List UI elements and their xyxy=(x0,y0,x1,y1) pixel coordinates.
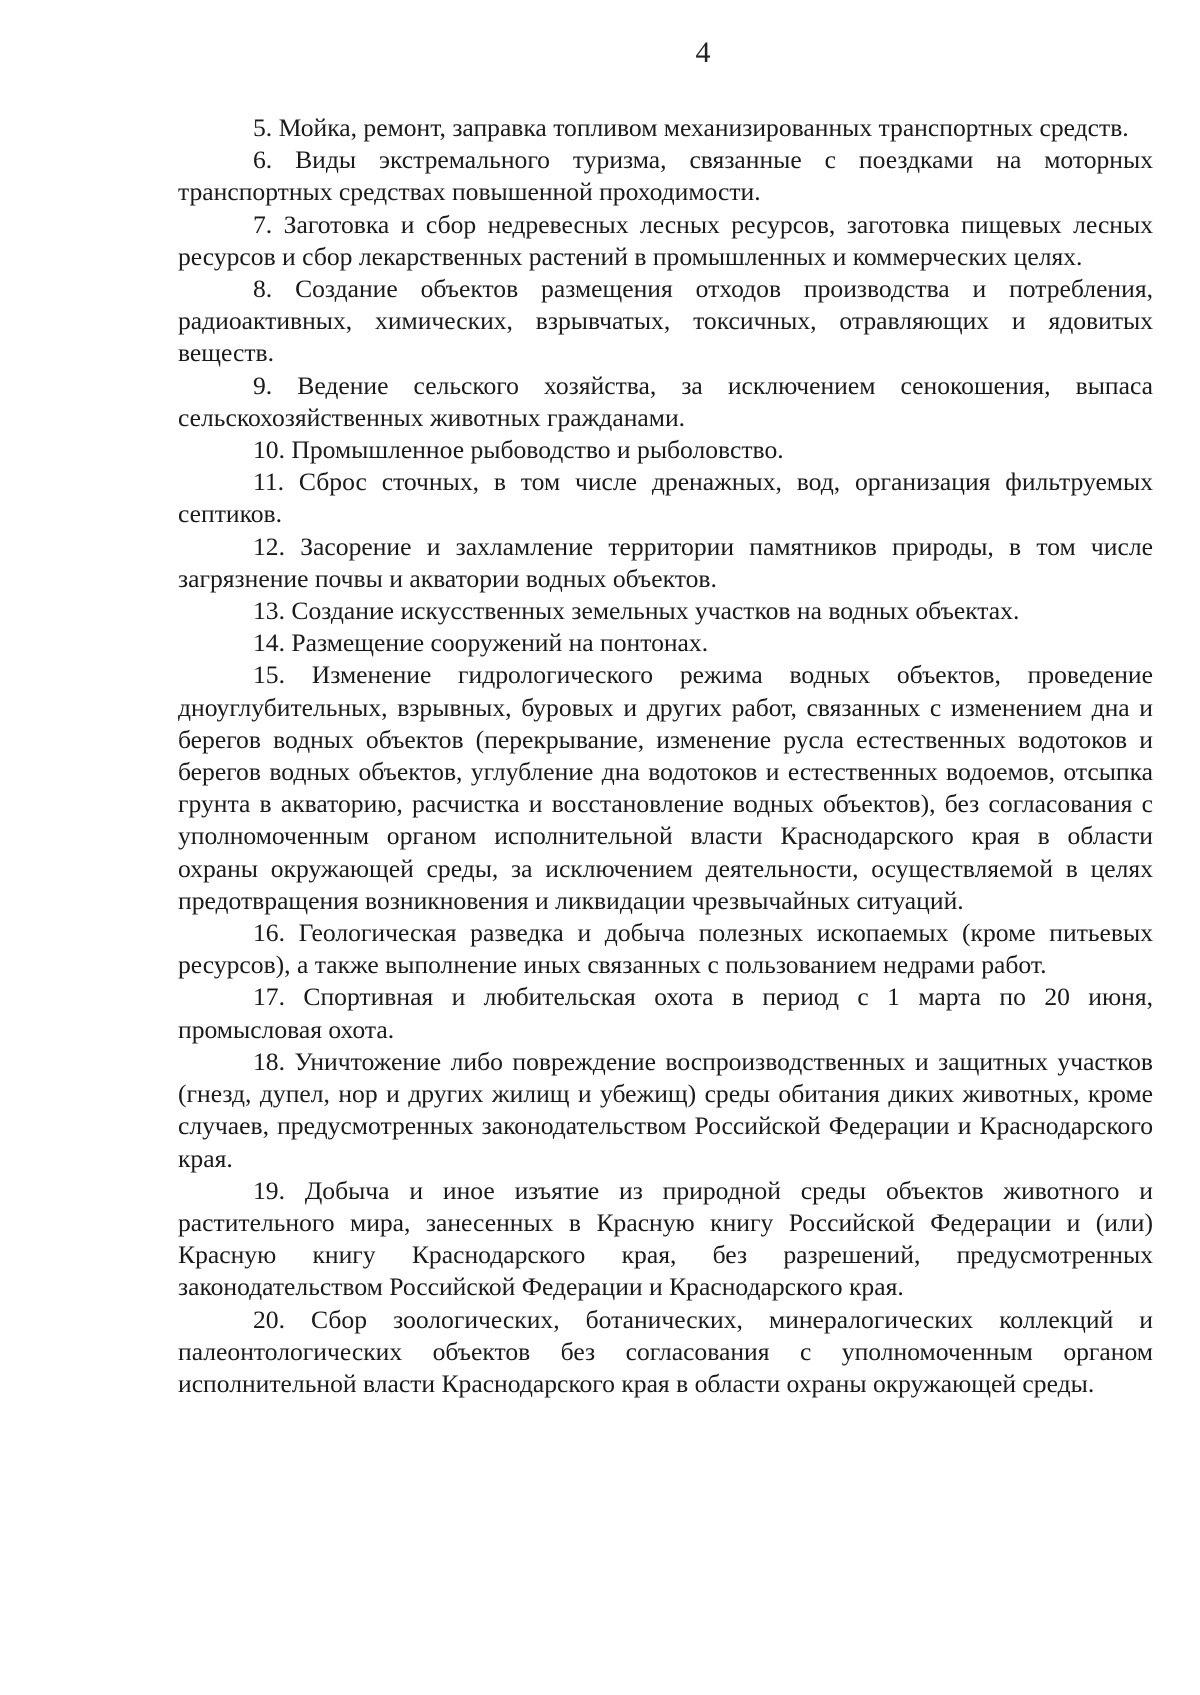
list-item: 14. Размещение сооружений на понтонах. xyxy=(253,628,709,658)
list-item: 5. Мойка, ремонт, заправка топливом механизированных транспортных средств. xyxy=(253,113,1129,142)
list-item: 16. Геологическая разведка и добыча полезных ископаемых (кроме питьевых ресурсов), а также выполнение иных связанных с пользованием недрами работ. xyxy=(178,918,1153,980)
list-item: 17. Спортивная и любительская охота в период с 1 марта по 20 июня, промысловая охота. xyxy=(178,982,1153,1044)
list-item: 9. Ведение сельского хозяйства, за исключением сенокошения, выпаса сельскохозяйственных животных гражданами. xyxy=(178,370,1153,432)
list-item: 7. Заготовка и сбор недревесных лесных ресурсов, заготовка пищевых лесных ресурсов и сбор лекарственных растений в промышленных и коммерческих целях. xyxy=(178,209,1153,271)
list-item: 11. Сброс сточных, в том числе дренажных, вод, организация фильтруемых септиков. xyxy=(178,467,1153,529)
list-item: 18. Уничтожение либо повреждение воспроизводственных и защитных участков (гнезд, дупел, нор и других жилищ и убежищ) среды обитания диких животных, кроме случаев, предусмотренных законодательством Российской Федерации и Краснодарского края. xyxy=(178,1046,1153,1173)
list-item: 6. Виды экстремального туризма, связанные с поездками на моторных транспортных средствах повышенной проходимости. xyxy=(178,145,1153,207)
list-item: 12. Засорение и захламление территории памятников природы, в том числе загрязнение почвы и акватории водных объектов. xyxy=(178,531,1153,593)
page-number: 4 xyxy=(695,36,711,69)
list-item: 15. Изменение гидрологического режима водных объектов, проведение дноуглубительных, взрывных, буровых и других работ, связанных с изменением дна и берегов водных объектов (перекрывание, изменение русла естественных водотоков и берегов водных объектов, углубление дна водотоков и естественных водоемов, отсыпка грунта в акваторию, расчистка и восстановление водных объектов), без согласования с уполномоченным органом исполнительной власти Краснодарского края в области охраны окружающей среды, за исключением деятельности, осуществляемой в целях предотвращения возникновения и ликвидации чрезвычайных ситуаций. xyxy=(178,660,1153,915)
list-item: 13. Создание искусственных земельных участков на водных объектах. xyxy=(253,596,1020,626)
list-item: 20. Сбор зоологических, ботанических, минералогических коллекций и палеонтологических объектов без согласования с уполномоченным органом исполнительной власти Краснодарского края в области охраны окружающей среды. xyxy=(178,1304,1153,1398)
document-body xyxy=(178,112,1153,1400)
list-item: 10. Промышленное рыбоводство и рыболовство. xyxy=(253,435,784,465)
list-item: 19. Добыча и иное изъятие из природной среды объектов животного и растительного мира, занесенных в Красную книгу Российской Федерации и (или) Красную книгу Краснодарского края, без разрешений, предусмотренных законодательством Российской Федерации и Краснодарского края. xyxy=(178,1175,1153,1302)
list-item: 8. Создание объектов размещения отходов производства и потребления, радиоактивных, химических, взрывчатых, токсичных, отравляющих и ядовитых веществ. xyxy=(178,274,1153,368)
